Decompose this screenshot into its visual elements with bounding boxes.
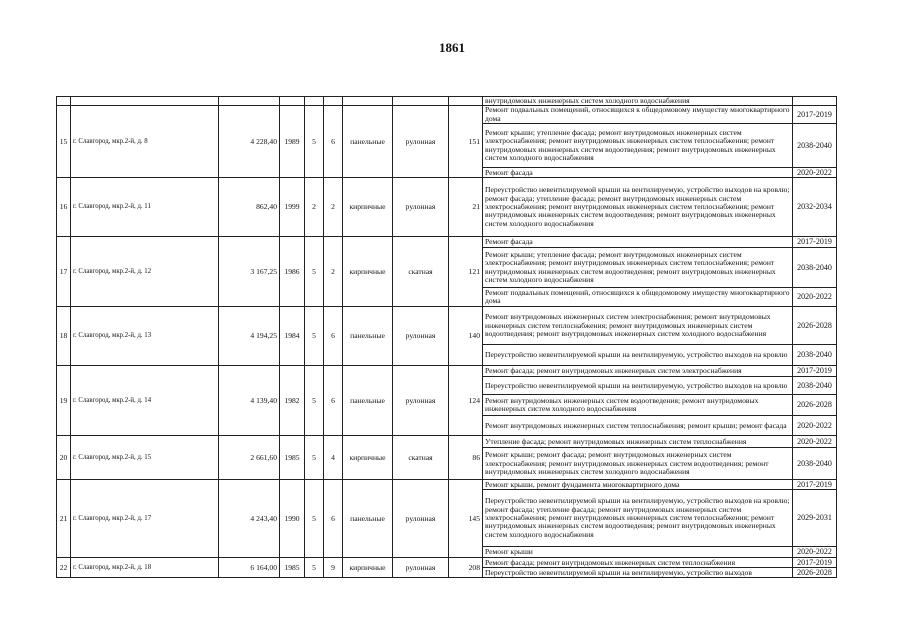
building-row [57,366,837,377]
floors-count: 5 [305,480,324,558]
work-description: Утепление фасада; ремонт внутридомовых инженерных систем теплоснабжения [483,436,793,448]
work-description: Ремонт крыши; утепление фасада; ремонт внутридомовых инженерных систем электроснабжения; ремонт внутридомовых инженерных систем теплоснабжения; ремонт внутридомовых инженерных систем водоотведения; ремонт внутридомовых инженерных систем холодного водоснабжения [483,248,793,288]
empty-cell [793,97,837,106]
residents-count: 121 [449,237,483,307]
roof-type: рулонная [393,558,449,578]
work-description: Ремонт крыши; ремонт фасада; ремонт внутридомовых инженерных систем электроснабжения; ремонт внутридомовых инженерных систем водоотведения; ремонт внутридомовых инженерных систем холодного водоснабжения [483,448,793,480]
work-description: Ремонт крыши; утепление фасада; ремонт внутридомовых инженерных систем электроснабжения; ремонт внутридомовых инженерных систем теплоснабжения; ремонт внутридомовых инженерных систем водоотведения; ремонт внутридомовых инженерных систем холодного водоснабжения [483,124,793,168]
work-description: Ремонт фасада [483,168,793,178]
building-row [57,106,837,124]
empty-cell [449,97,483,106]
floors-count: 5 [305,307,324,366]
entrances-count: 2 [324,237,343,307]
floors-count: 2 [305,178,324,237]
building-row [57,480,837,490]
work-period: 2038-2040 [793,448,837,480]
building-row [57,178,837,237]
work-description: внутридомовых инженерных систем холодного водоснабжения [483,97,793,106]
empty-cell [305,97,324,106]
residents-count: 21 [449,178,483,237]
floors-count: 5 [305,366,324,436]
work-period: 2032-2034 [793,178,837,237]
empty-cell [219,97,280,106]
work-description: Переустройство невентилируемой крыши на вентилируемую, устройство выходов на кровлю; ремонт фасада; утепление фасада; ремонт внутридомовых инженерных систем электроснабжения; ремонт внутридомовых инженерных систем теплоснабжения; ремонт внутридомовых инженерных систем водоотведения; ремонт внутридомовых инженерных систем холодного водоснабжения [483,178,793,237]
work-description: Ремонт фасада [483,237,793,248]
work-description: Ремонт внутридомовых инженерных систем теплоснабжения; ремонт крыши; ремонт фасада [483,416,793,436]
total-area: 4 243,40 [219,480,280,558]
year-built: 1986 [280,237,305,307]
roof-type: рулонная [393,366,449,436]
roof-type: рулонная [393,178,449,237]
row-number: 18 [57,307,71,366]
work-description: Ремонт фасада; ремонт внутридомовых инженерных систем электроснабжения [483,366,793,377]
work-period: 2017-2019 [793,480,837,490]
empty-cell [71,97,219,106]
entrances-count: 9 [324,558,343,578]
wall-material: кирпичные [343,237,393,307]
roof-type: рулонная [393,307,449,366]
building-address: г. Славгород, мкр.2-й, д. 12 [71,237,219,307]
building-row [57,307,837,345]
building-address: г. Славгород, мкр.2-й, д. 18 [71,558,219,578]
work-period: 2020-2022 [793,416,837,436]
building-address: г. Славгород, мкр.2-й, д. 11 [71,178,219,237]
work-description: Переустройство невентилируемой крыши на вентилируемую, устройство выходов на кровлю [483,345,793,366]
year-built: 1999 [280,178,305,237]
total-area: 2 661,60 [219,436,280,480]
entrances-count: 6 [324,480,343,558]
empty-cell [343,97,393,106]
building-row [57,237,837,248]
wall-material: панельные [343,366,393,436]
building-address: г. Славгород, мкр.2-й, д. 15 [71,436,219,480]
row-number: 16 [57,178,71,237]
row-number: 15 [57,106,71,178]
wall-material: панельные [343,106,393,178]
row-number: 21 [57,480,71,558]
residents-count: 208 [449,558,483,578]
work-description: Ремонт подвальных помещений, относящихся к общедомовому имуществу многоквартирного дома [483,106,793,124]
work-period: 2038-2040 [793,377,837,395]
building-row [57,558,837,568]
residents-count: 145 [449,480,483,558]
building-address: г. Славгород, мкр.2-й, д. 8 [71,106,219,178]
work-period: 2017-2019 [793,106,837,124]
row-number: 17 [57,237,71,307]
empty-cell [57,97,71,106]
residents-count: 151 [449,106,483,178]
year-built: 1985 [280,436,305,480]
total-area: 4 139,40 [219,366,280,436]
wall-material: кирпичные [343,436,393,480]
row-number: 22 [57,558,71,578]
total-area: 4 228,40 [219,106,280,178]
total-area: 3 167,25 [219,237,280,307]
entrances-count: 6 [324,106,343,178]
year-built: 1982 [280,366,305,436]
row-number: 20 [57,436,71,480]
total-area: 6 164,00 [219,558,280,578]
work-period: 2026-2028 [793,395,837,416]
year-built: 1985 [280,558,305,578]
work-period: 2029-2031 [793,490,837,547]
entrances-count: 6 [324,307,343,366]
empty-cell [324,97,343,106]
work-description: Ремонт крыши, ремонт фундамента многоквартирного дома [483,480,793,490]
building-row [57,436,837,448]
wall-material: кирпичные [343,178,393,237]
wall-material: панельные [343,307,393,366]
floors-count: 5 [305,558,324,578]
floors-count: 5 [305,106,324,178]
roof-type: скатная [393,237,449,307]
work-description: Ремонт внутридомовых инженерных систем электроснабжения; ремонт внутридомовых инженерных систем теплоснабжения; ремонт внутридомовых инженерных систем водоотведения; ремонт внутридомовых инженерных систем холодного водоснабжения [483,307,793,345]
building-address: г. Славгород, мкр.2-й, д. 13 [71,307,219,366]
work-period: 2017-2019 [793,558,837,568]
work-description: Переустройство невентилируемой крыши на вентилируемую, устройство выходов [483,568,793,578]
residents-count: 124 [449,366,483,436]
continuation-row [57,97,837,106]
building-address: г. Славгород, мкр.2-й, д. 17 [71,480,219,558]
total-area: 4 194,25 [219,307,280,366]
work-period: 2038-2040 [793,345,837,366]
capital-repair-table [56,96,837,578]
work-description: Ремонт крыши [483,547,793,558]
page-number: 1861 [439,40,465,55]
building-address: г. Славгород, мкр.2-й, д. 14 [71,366,219,436]
entrances-count: 6 [324,366,343,436]
work-period: 2038-2040 [793,124,837,168]
floors-count: 5 [305,237,324,307]
empty-cell [393,97,449,106]
work-period: 2026-2028 [793,568,837,578]
work-description: Ремонт внутридомовых инженерных систем водоотведения; ремонт внутридомовых инженерных систем холодного водоснабжения [483,395,793,416]
year-built: 1989 [280,106,305,178]
work-period: 2020-2022 [793,168,837,178]
work-period: 2020-2022 [793,547,837,558]
work-period: 2038-2040 [793,248,837,288]
residents-count: 86 [449,436,483,480]
entrances-count: 4 [324,436,343,480]
work-period: 2017-2019 [793,366,837,377]
year-built: 1984 [280,307,305,366]
work-period: 2017-2019 [793,237,837,248]
work-description: Переустройство невентилируемой крыши на вентилируемую, устройство выходов на кровлю; ремонт фасада; утепление фасада; ремонт внутридомовых инженерных систем электроснабжения; ремонт внутридомовых инженерных систем теплоснабжения; ремонт внутридомовых инженерных систем водоотведения; ремонт внутридомовых инженерных систем холодного водоснабжения [483,490,793,547]
row-number: 19 [57,366,71,436]
roof-type: рулонная [393,480,449,558]
work-description: Ремонт подвальных помещений, относящихся к общедомовому имуществу многоквартирного дома [483,288,793,307]
work-description: Ремонт фасада; ремонт внутридомовых инженерных систем теплоснабжения [483,558,793,568]
wall-material: кирпичные [343,558,393,578]
work-period: 2026-2028 [793,307,837,345]
work-period: 2020-2022 [793,436,837,448]
floors-count: 5 [305,436,324,480]
total-area: 862,40 [219,178,280,237]
work-period: 2020-2022 [793,288,837,307]
empty-cell [280,97,305,106]
work-description: Переустройство невентилируемой крыши на вентилируемую, устройство выходов на кровлю [483,377,793,395]
entrances-count: 2 [324,178,343,237]
residents-count: 140 [449,307,483,366]
roof-type: скатная [393,436,449,480]
wall-material: панельные [343,480,393,558]
roof-type: рулонная [393,106,449,178]
year-built: 1990 [280,480,305,558]
